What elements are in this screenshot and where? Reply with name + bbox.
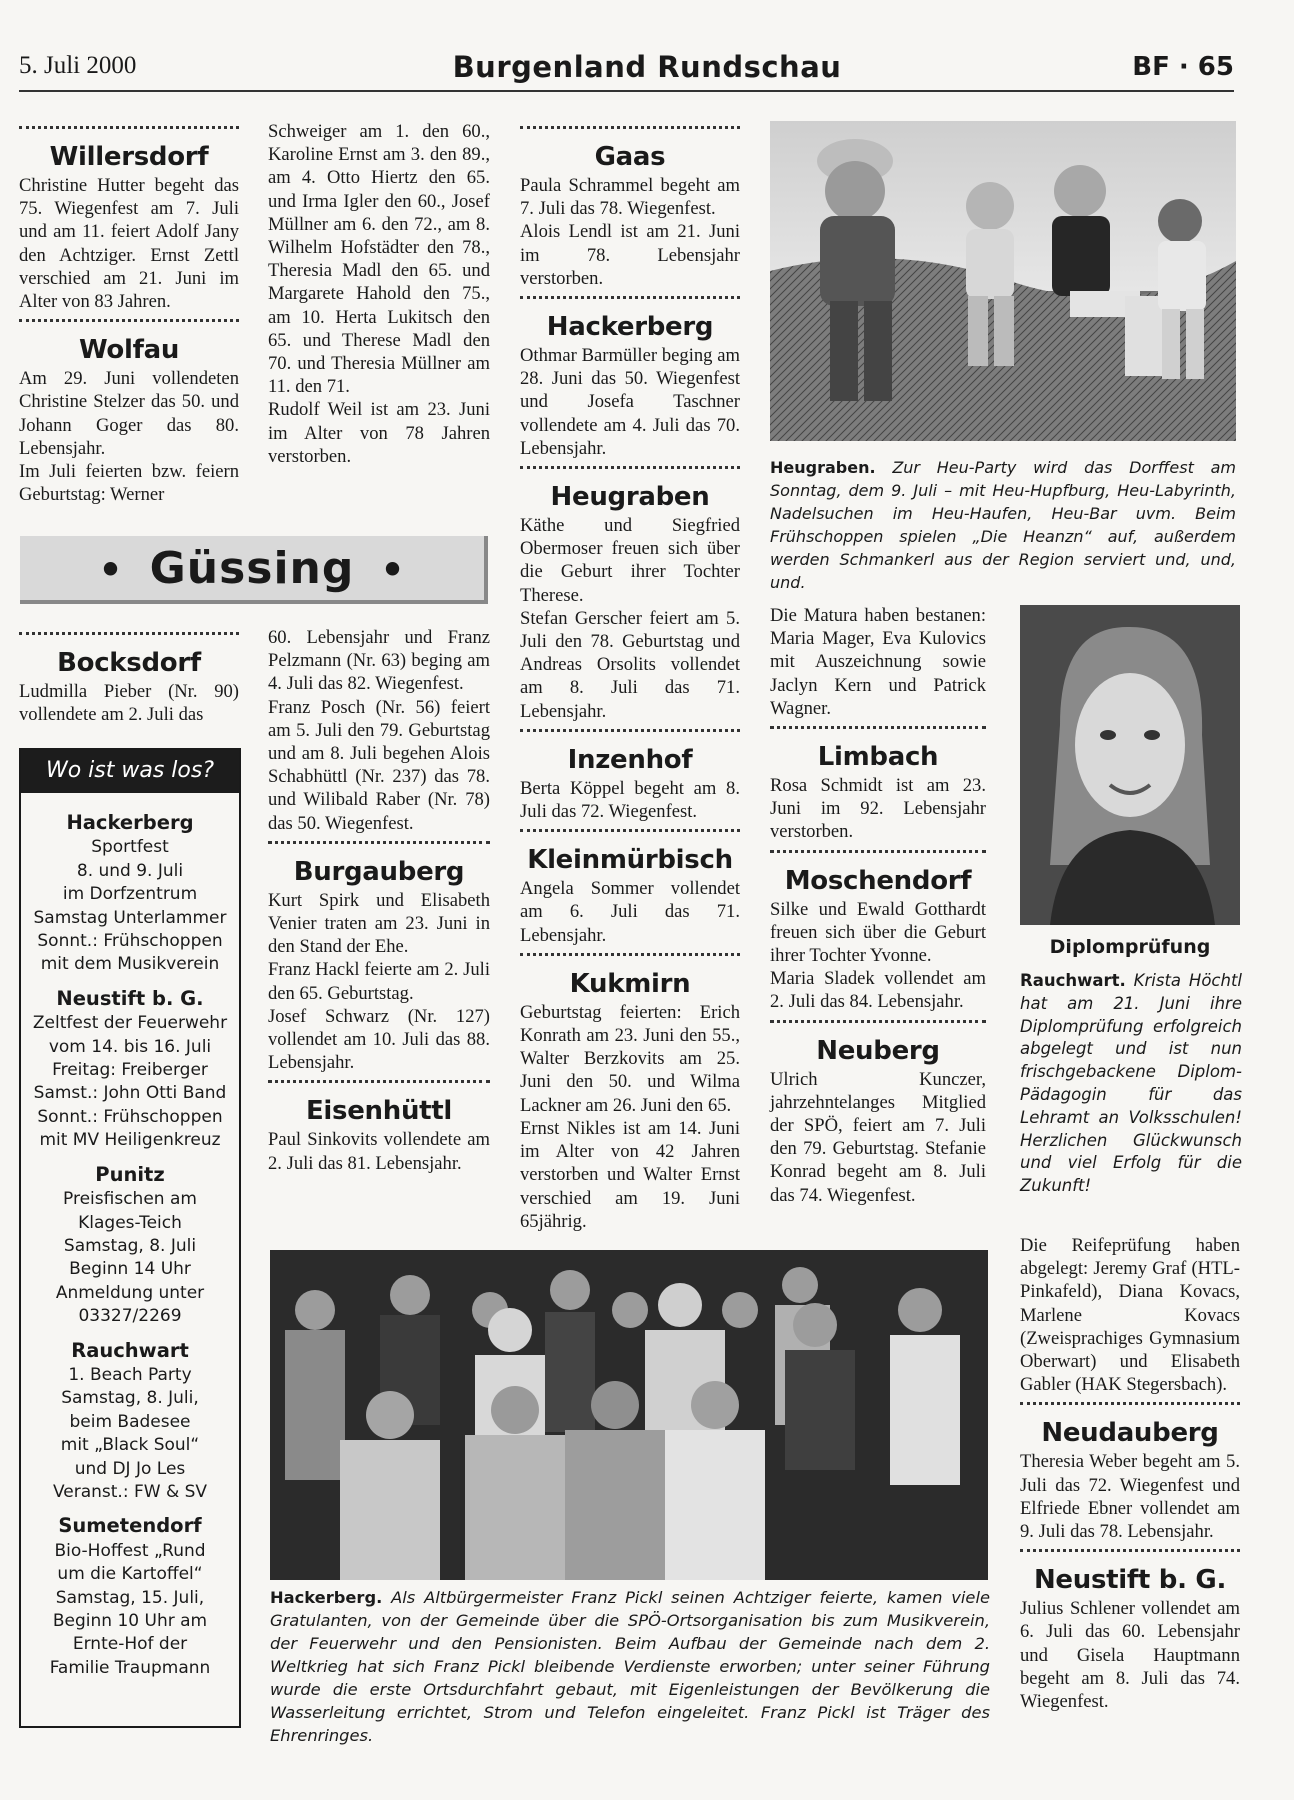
column-1-bottom [19, 626, 239, 726]
dotted-divider [19, 632, 239, 642]
event-line: Samstag, 8. Juli [63, 1235, 197, 1256]
event-place: Neustift b. G. [56, 986, 204, 1010]
event-line: Beginn 10 Uhr am [52, 1611, 208, 1631]
section-text: Julius Schlener vollendet am 6. Juli das 60. Lebensjahr und Gisela Hauptmann begeht am 8. Juli das 74. Wiegenfest. [1020, 1598, 1240, 1713]
section-text: Kurt Spirk und Elisabeth Venier traten am 23. Juni in den Stand der Ehe. [268, 889, 490, 958]
newspaper-title: Burgenland Rundschau [452, 50, 842, 84]
dotted-divider [770, 726, 986, 736]
event-line: Freitag: Freiberger [52, 1060, 208, 1081]
event-line: Samstag, 15. Juli, [55, 1587, 205, 1608]
dotted-divider [19, 126, 239, 136]
section-title: Limbach [817, 742, 939, 773]
photo-caption-hackerberg [270, 1586, 990, 1747]
dotted-divider [770, 850, 986, 860]
event-line: Sonnt.: Frühschoppen [37, 1106, 223, 1127]
event-line: 03327/2269 [78, 1306, 182, 1327]
event-line: 1. Beach Party [68, 1364, 192, 1385]
caption-text: Zur Heu-Party wird das Dorffest am Sonntag, dem 9. Juli – mit Heu-Hupfburg, Heu-Labyrinth, Nadelsuchen im Heu-Haufen, Heu-Bar uvm. Beim Frühschoppen spielen „Die Heanzn“ auf, außerdem werden Schmankerl aus der Region serviert und, und, und. [770, 458, 1236, 592]
section-text: Am 29. Juni vollendeten Christine Stelzer das 50. und Johann Goger das 80. Lebensjahr. [19, 368, 239, 459]
issue-date: 5. Juli 2000 [19, 52, 137, 79]
event-place: Punitz [95, 1162, 165, 1186]
column-5 [1020, 1234, 1240, 1713]
event-line: Bio-Hoffest „Rund [54, 1540, 206, 1561]
hay-party-photo [770, 121, 1236, 441]
region-banner-label: Güssing [149, 543, 355, 594]
section-text: Franz Posch (Nr. 56) feiert am 5. Juli den 79. Geburtstag und am 8. Juli begehen Alois Schabhüttl (Nr. 237) das 78. und Wilibald Raber (Nr. 78) das 50. Wiegenfest. [268, 696, 490, 834]
section-text: Die Reifeprüfung haben abgelegt: Jeremy Graf (HTL-Pinkafeld), Diana Kovacs, Marlene Kovacs (Zweisprachiges Gymnasium Oberwart) und Elisabeth Gabler (HAK Stegersbach). [1020, 1235, 1240, 1396]
dotted-divider [520, 126, 740, 136]
caption-place: Rauchwart. [1020, 971, 1126, 990]
section-title: Neudauberg [1041, 1418, 1219, 1449]
section-text: Im Juli feierten bzw. feiern Geburtstag: Werner [19, 461, 239, 506]
event-line: Ernte-Hof der [72, 1634, 188, 1655]
section-title: Hackerberg [546, 312, 714, 343]
section-text: Silke und Ewald Gotthardt freuen sich über die Geburt ihrer Tochter Yvonne. [770, 898, 986, 967]
section-title: Inzenhof [567, 744, 693, 775]
event-line: Beginn 14 Uhr [69, 1259, 191, 1280]
section-title: Kleinmürbisch [527, 845, 733, 876]
photo-caption-heugraben [770, 456, 1236, 594]
section-text: Josef Schwarz (Nr. 127) vollendet am 10. Juli das 88. Lebensjahr. [268, 1005, 490, 1074]
section-text: Die Matura haben bestanen: Maria Mager, Eva Kulovics mit Auszeichnung sowie Jaclyn Kern und Patrick Wagner. [770, 605, 986, 719]
event-line: im Dorfzentrum [62, 884, 198, 905]
portrait-photo [1020, 605, 1240, 925]
section-title: Moschendorf [784, 865, 972, 896]
section-title: Heugraben [550, 482, 710, 513]
dotted-divider [520, 829, 740, 839]
events-list [21, 793, 239, 1688]
caption-text: Krista Höchtl hat am 21. Juni ihre Diplomprüfung erfolgreich abgelegt und ist nun frischgebackene Diplom-Pädagogin für das Lehramt an Volksschulen! Herzlichen Glückwunsch und viel Erfolg für die Zukunft! [1020, 971, 1242, 1196]
event-line: vom 14. bis 16. Juli [48, 1036, 212, 1057]
event-line: Samstag Unterlammer [33, 907, 227, 928]
section-title: Kukmirn [569, 968, 691, 999]
caption-text: Als Altbürgermeister Franz Pickl seinen Achtziger feierte, kamen viele Gratulanten, von der Gemeinde über die SPÖ-Ortsorganisation bis zum Musikverein, der Feuerwehr und den Pensionisten. Beim Aufbau der Gemeinde nach dem 2. Weltkrieg hat sich Franz Pickl bleibende Verdienste erworben; unter seiner Führung wurde die erste Ortsdurchfahrt gebaut, mit Eigenleistungen der Bevölkerung die Wasserleitung errichtet, Strom und Telefon eingeleitet. Franz Pickl ist Träger des Ehrenringes. [270, 1588, 990, 1745]
event-line: mit dem Musikverein [40, 954, 220, 975]
event-line: beim Badesee [69, 1411, 191, 1432]
photo-children-on-hay [770, 121, 1236, 441]
dotted-divider [1020, 1402, 1240, 1412]
section-text: Ulrich Kunczer, jahrzehntelanges Mitglied der SPÖ, feiert am 7. Juli den 79. Geburtstag. Stefanie Konrad begeht am 8. Juli das 74. Wiegenfest. [770, 1068, 986, 1206]
header-rule [19, 90, 1234, 92]
dotted-divider [268, 1080, 490, 1090]
event-line: Familie Traupmann [49, 1657, 211, 1678]
section-text: Rosa Schmidt ist am 23. Juni im 92. Lebensjahr verstorben. [770, 775, 986, 843]
column-2-top [268, 120, 490, 468]
event-line: und DJ Jo Les [74, 1458, 186, 1479]
section-text: Maria Sladek vollendet am 2. Juli das 84. Lebensjahr. [770, 968, 986, 1013]
section-text: Theresia Weber begeht am 5. Juli das 72. Wiegenfest und Elfriede Ebner vollendet am 9. Juli das 78. Lebensjahr. [1020, 1451, 1240, 1543]
dotted-divider [268, 841, 490, 851]
section-text: Franz Hackl feierte am 2. Juli den 65. Geburtstag. [268, 959, 490, 1004]
section-title: Bocksdorf [57, 648, 201, 678]
dotted-divider [19, 319, 239, 329]
section-text: Alois Lendl ist am 21. Juni im 78. Lebensjahr verstorben. [520, 221, 740, 289]
event-place: Hackerberg [66, 811, 194, 834]
section-title: Burgauberg [293, 856, 465, 887]
column-1-top [19, 120, 239, 506]
event-line: Preisfischen am [63, 1189, 197, 1210]
section-text: Ernst Nikles ist am 14. Juni im Alter von 42 Jahren verstorben und Walter Ernst verschied am 19. Juni 65jährig. [520, 1117, 740, 1232]
dotted-divider [1020, 1549, 1240, 1559]
event-line: 8. und 9. Juli [76, 860, 184, 881]
section-text: Othmar Barmüller beging am 28. Juni das 50. Wiegenfest und Josefa Taschner vollendete am 4. Juli das 70. Lebensjahr. [520, 345, 740, 459]
dotted-divider [770, 1020, 986, 1030]
event-line: mit MV Heiligenkreuz [39, 1130, 221, 1151]
section-title: Gaas [594, 142, 666, 172]
section-text: Stefan Gerscher feiert am 5. Juli den 78. Geburtstag und Andreas Orsolits vollendet am 8. Juli das 71. Lebensjahr. [520, 607, 740, 722]
section-text: Schweiger am 1. den 60., Karoline Ernst am 3. den 89., am 4. Otto Hiertz den 65. und Irma Igler den 60., Josef Müllner am 6. den 72., am 8. Wilhelm Hofstädter den 78., Theresia Madl den 65. und Margarete Hahold den 75., am 10. Herta Lukitsch den 65. und Therese Madl den 70. und Theresia Müllner am 11. den 71. [268, 121, 490, 398]
column-2-bottom [268, 626, 490, 1175]
event-line: Sonnt.: Frühschoppen [37, 931, 223, 952]
caption-place: Hackerberg. [270, 1588, 383, 1607]
dotted-divider [520, 296, 740, 306]
section-title: Eisenhüttl [305, 1096, 453, 1127]
event-line: Klages-Teich [78, 1212, 182, 1233]
dotted-divider [520, 729, 740, 739]
region-banner-guessing: • Güssing • [20, 536, 488, 604]
event-line: Zeltfest der Feuerwehr [32, 1013, 228, 1034]
caption-place: Heugraben. [770, 458, 876, 477]
portrait-image [1020, 605, 1240, 925]
dotted-divider [520, 953, 740, 963]
diplom-title: Diplomprüfung [1049, 936, 1211, 958]
events-box [19, 748, 241, 1728]
column-4 [770, 604, 986, 1207]
section-title: Neuberg [816, 1035, 940, 1066]
section-text: 60. Lebensjahr und Franz Pelzmann (Nr. 63) beging am 4. Juli das 82. Wiegenfest. [268, 627, 490, 695]
event-place: Rauchwart [71, 1338, 189, 1362]
section-text: Angela Sommer vollendet am 6. Juli das 71. Lebensjahr. [520, 878, 740, 946]
event-line: Anmeldung unter [55, 1282, 205, 1303]
event-line: Samstag, 8. Juli, [61, 1388, 199, 1409]
section-text: Rudolf Weil ist am 23. Juni im Alter von 78 Jahren verstorben. [268, 399, 490, 467]
section-title: Wolfau [78, 335, 180, 366]
photo-group-hackerberg [270, 1250, 988, 1580]
section-title: Willersdorf [49, 142, 209, 172]
section-text: Paul Sinkovits vollendete am 2. Juli das 81. Lebensjahr. [268, 1129, 490, 1174]
event-place: Sumetendorf [58, 1514, 202, 1538]
event-line: Veranst.: FW & SV [52, 1481, 208, 1502]
section-text: Käthe und Siegfried Obermoser freuen sich über die Geburt ihrer Tochter Therese. [520, 515, 740, 606]
group-photo [270, 1250, 988, 1580]
event-line: Samst.: John Otti Band [33, 1083, 227, 1104]
page-number: BF · 65 [1132, 52, 1234, 82]
dotted-divider [520, 466, 740, 476]
diplom-caption [1020, 970, 1242, 1198]
section-text: Berta Köppel begeht am 8. Juli das 72. Wiegenfest. [520, 777, 740, 823]
section-title: Neustift b. G. [1033, 1565, 1227, 1596]
section-text: Geburtstag feierten: Erich Konrath am 23. Juni den 55., Walter Berzkovits am 25. Juni den 50. und Wilma Lackner am 26. Juni den 65. [520, 1001, 740, 1116]
events-heading: Wo ist was los? [21, 750, 239, 793]
event-line: um die Kartoffel“ [57, 1564, 203, 1585]
event-line: mit „Black Soul“ [60, 1435, 200, 1456]
section-text: Ludmilla Pieber (Nr. 90) vollendete am 2. Juli das [19, 681, 239, 726]
section-text: Christine Hutter begeht das 75. Wiegenfest am 7. Juli und am 11. feiert Adolf Jany den Achtziger. Ernst Zettl verschied am 21. Juni im Alter von 83 Jahren. [19, 175, 239, 313]
section-text: Paula Schrammel begeht am 7. Juli das 78. Wiegenfest. [520, 175, 740, 220]
column-3 [520, 120, 740, 1233]
event-line: Sportfest [91, 837, 169, 858]
